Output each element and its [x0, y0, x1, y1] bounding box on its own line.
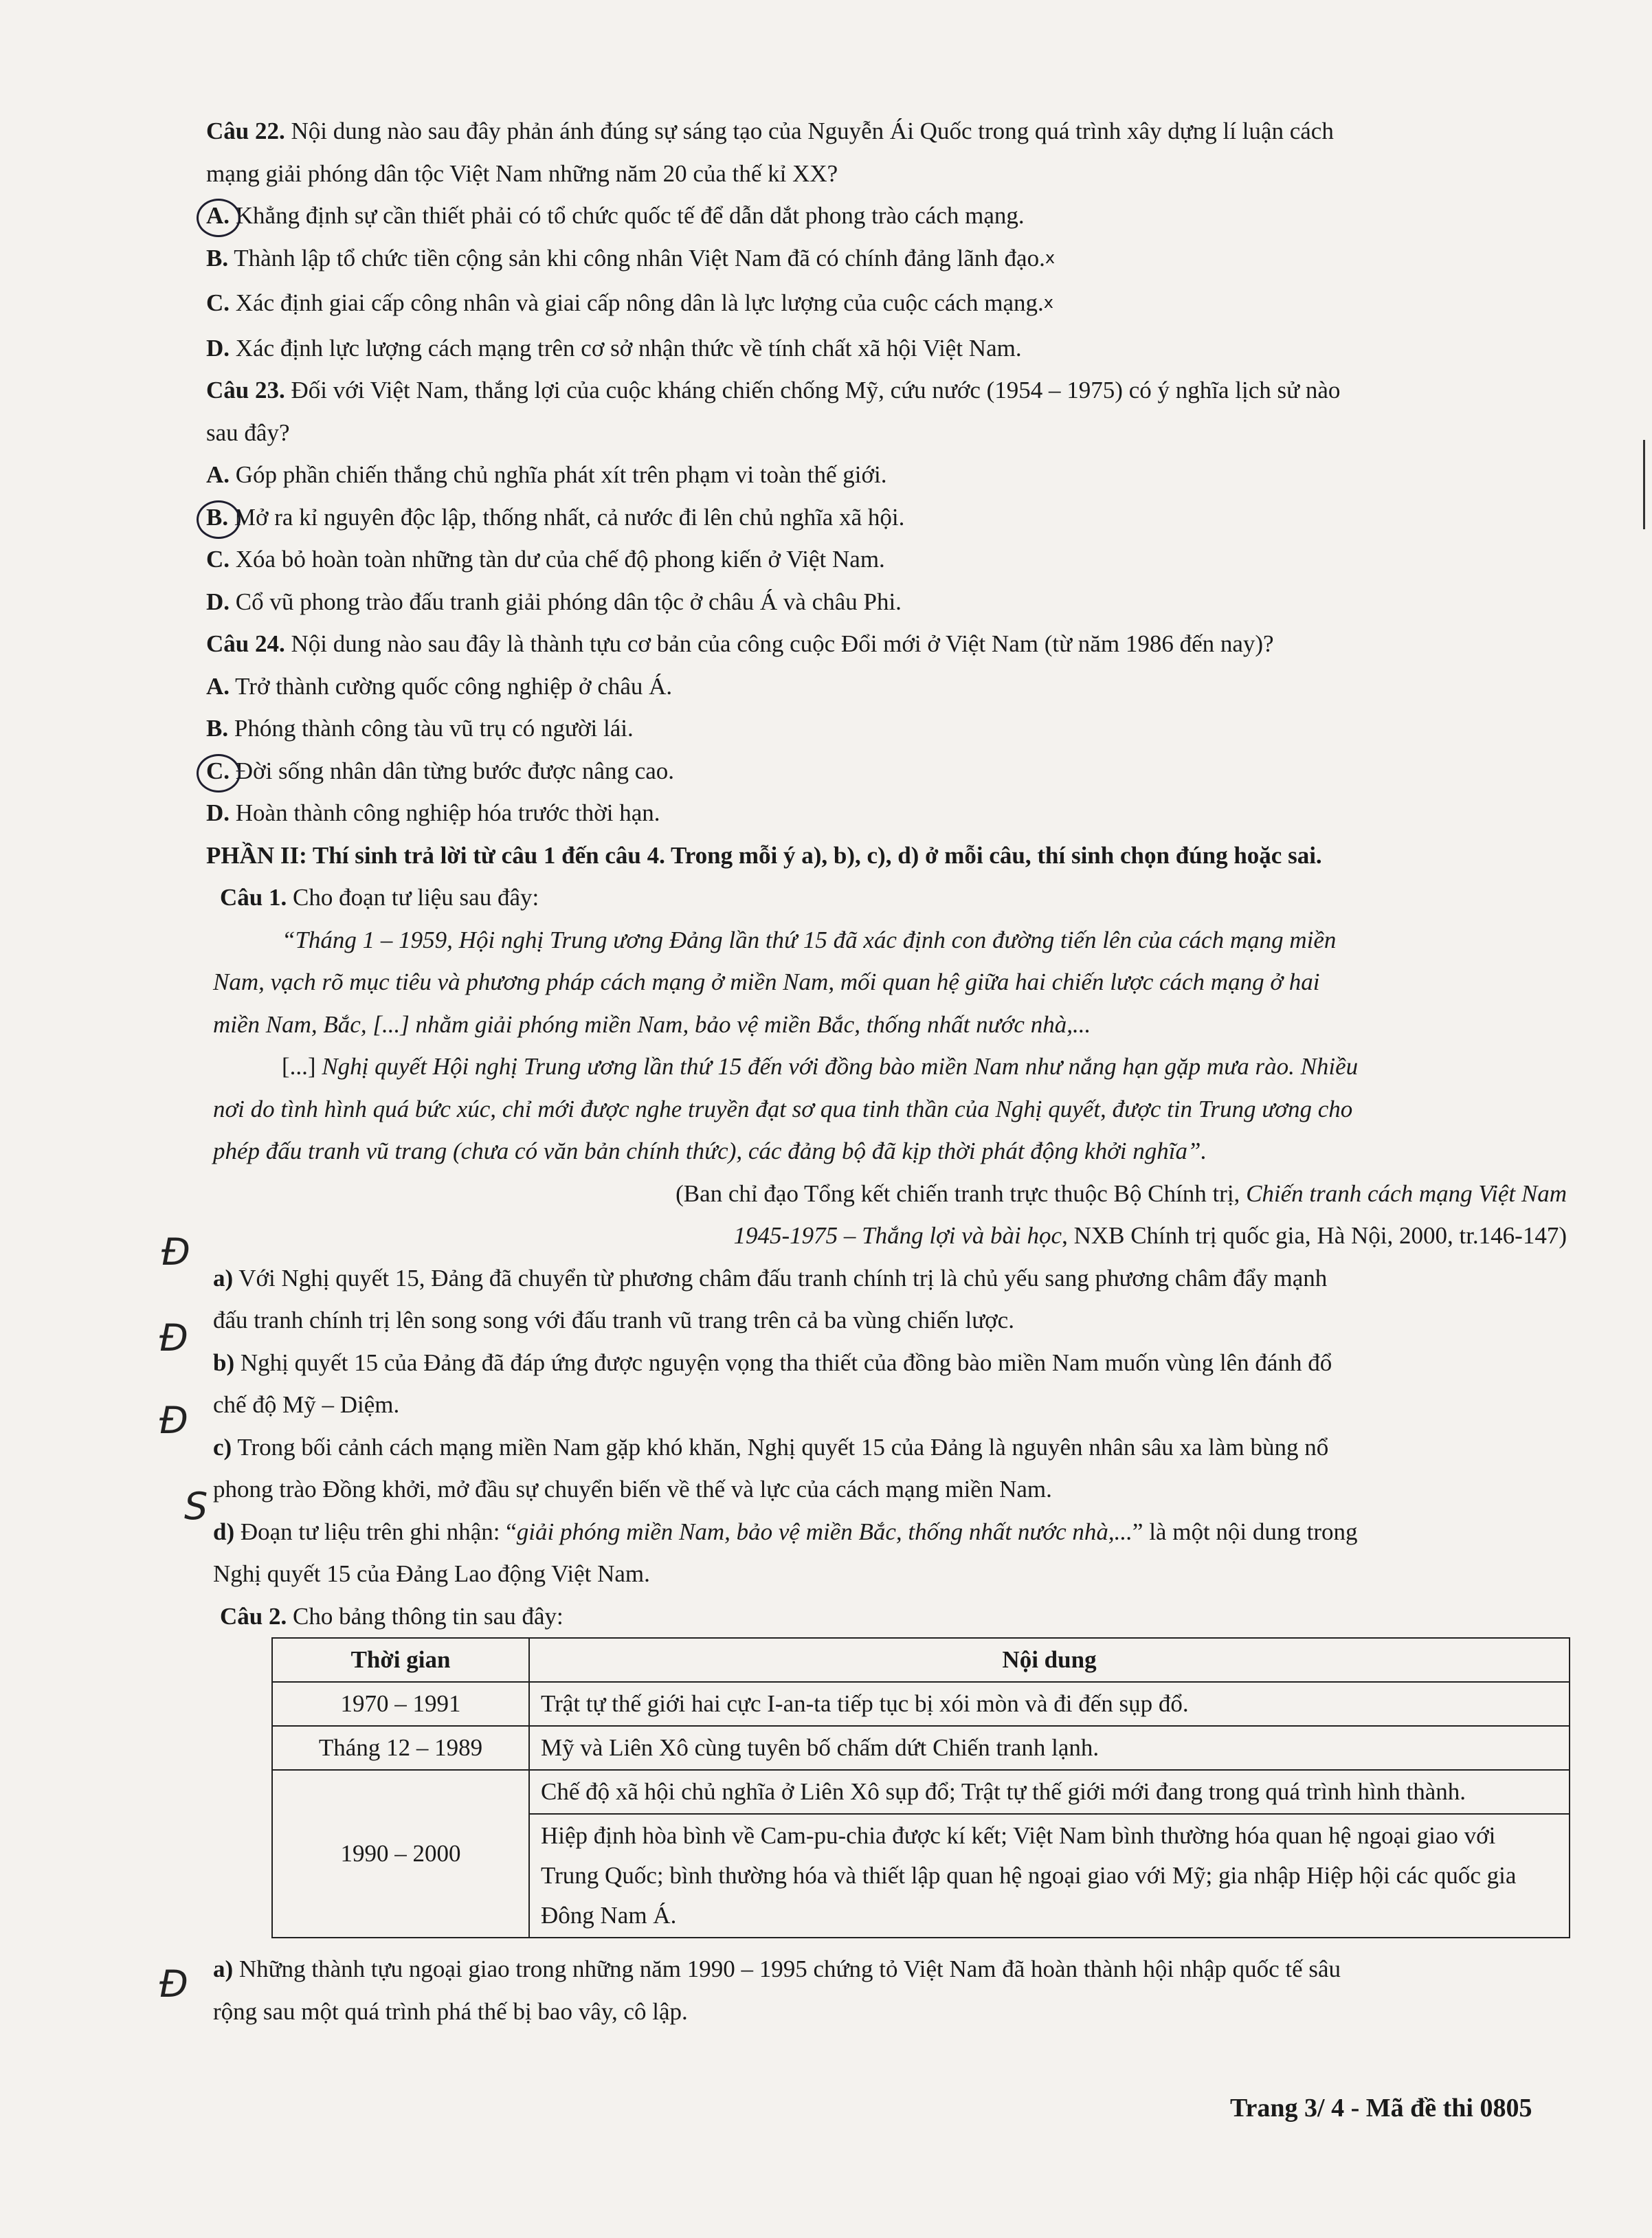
- answer-circle: [197, 199, 241, 237]
- handwritten-d-mark: Đ: [161, 1230, 190, 1274]
- c1-stem: Câu 1. Cho đoạn tư liệu sau đây:: [220, 884, 539, 911]
- table-cell-time: 1990 – 2000: [272, 1770, 529, 1938]
- q22-option-a: A. Khẳng định sự cần thiết phải có tổ chức quốc tế để dẫn dắt phong trào cách mạng.: [206, 195, 1574, 237]
- q22-stem-cont: mạng giải phóng dân tộc Việt Nam những năm 20 của thế kỉ XX?: [206, 159, 838, 187]
- q24-stem: Câu 24. Nội dung nào sau đây là thành tựu cơ bản của công cuộc Đổi mới ở Việt Nam (từ năm 1986 đến nay)?: [206, 630, 1274, 657]
- handwritten-d-mark: Đ: [159, 1316, 188, 1360]
- table-header: Thời gian: [272, 1638, 529, 1682]
- answer-circle: [197, 500, 241, 539]
- cross-mark: x: [1045, 247, 1056, 267]
- table-row: [272, 1682, 1570, 1726]
- table-cell-content: Chế độ xã hội chủ nghĩa ở Liên Xô sụp đổ; Trật tự thế giới mới đang trong quá trình hình thành.: [529, 1770, 1570, 1814]
- c2-item-a: a) Những thành tựu ngoại giao trong những năm 1990 – 1995 chứng tỏ Việt Nam đã hoàn thành hội nhập quốc tế sâu: [213, 1956, 1341, 1982]
- handwritten-s-mark: S: [184, 1485, 208, 1528]
- c1-quote-line: nơi do tình hình quá bức xúc, chỉ mới được nghe truyền đạt sơ qua tinh thần của Nghị quyết, được tin Trung ương cho: [213, 1095, 1353, 1122]
- q23-stem-cont: sau đây?: [206, 419, 290, 446]
- q23-option-d: D. Cổ vũ phong trào đấu tranh giải phóng dân tộc ở châu Á và châu Phi.: [206, 588, 902, 615]
- c1-item-a: a) Với Nghị quyết 15, Đảng đã chuyển từ phương châm đấu tranh chính trị là chủ yếu sang phương châm đẩy mạnh: [213, 1264, 1328, 1292]
- c1-item-a-cont: đấu tranh chính trị lên song song với đấu tranh vũ trang trên cả ba vùng chiến lược.: [213, 1307, 1014, 1333]
- c1-source: (Ban chỉ đạo Tổng kết chiến tranh trực thuộc Bộ Chính trị, Chiến tranh cách mạng Việt Nam: [676, 1179, 1567, 1207]
- table-cell-time: Tháng 12 – 1989: [272, 1726, 529, 1770]
- table-cell-content: Mỹ và Liên Xô cùng tuyên bố chấm dứt Chiến tranh lạnh.: [529, 1726, 1570, 1770]
- q22-option-c: C. Xác định giai cấp công nhân và giai cấp nông dân là lực lượng của cuộc cách mạng.x: [206, 289, 1053, 316]
- handwritten-d-mark: Đ: [159, 1962, 188, 2006]
- exam-page: [206, 110, 1574, 2032]
- c2-stem: Câu 2. Cho bảng thông tin sau đây:: [220, 1602, 563, 1630]
- c1-item-d-cont: Nghị quyết 15 của Đảng Lao động Việt Nam.: [213, 1560, 650, 1587]
- part2-heading: PHẦN II: Thí sinh trả lời từ câu 1 đến câu 4. Trong mỗi ý a), b), c), d) ở mỗi câu, thí sinh chọn đúng hoặc sai.: [206, 841, 1322, 869]
- c1-quote-line: “Tháng 1 – 1959, Hội nghị Trung ương Đảng lần thứ 15 đã xác định con đường tiến lên của cách mạng miền: [282, 926, 1337, 953]
- c1-item-b: b) Nghị quyết 15 của Đảng đã đáp ứng được nguyện vọng tha thiết của đồng bào miền Nam muốn vùng lên đánh đổ: [213, 1349, 1332, 1376]
- c1-quote-line: miền Nam, Bắc, [...] nhằm giải phóng miền Nam, bảo vệ miền Bắc, thống nhất nước nhà,...: [213, 1010, 1091, 1038]
- q22-stem: Câu 22. Nội dung nào sau đây phản ánh đúng sự sáng tạo của Nguyễn Ái Quốc trong quá trình xây dựng lí luận cách: [206, 118, 1334, 144]
- table-cell-content: Trật tự thế giới hai cực I-an-ta tiếp tục bị xói mòn và đi đến sụp đổ.: [529, 1682, 1570, 1726]
- q24-option-d: D. Hoàn thành công nghiệp hóa trước thời hạn.: [206, 799, 660, 826]
- c1-item-c-cont: phong trào Đồng khởi, mở đầu sự chuyển biến về thế và lực của cách mạng miền Nam.: [213, 1476, 1052, 1503]
- q23-option-c: C. Xóa bỏ hoàn toàn những tàn dư của chế độ phong kiến ở Việt Nam.: [206, 546, 885, 573]
- table-row: [272, 1726, 1570, 1770]
- c1-source-cont: 1945-1975 – Thắng lợi và bài học, NXB Chính trị quốc gia, Hà Nội, 2000, tr.146-147): [733, 1222, 1567, 1249]
- table-header-row: [272, 1638, 1570, 1682]
- q24-option-b: B. Phóng thành công tàu vũ trụ có người lái.: [206, 715, 634, 742]
- c2-item-a-cont: rộng sau một quá trình phá thế bị bao vây, cô lập.: [213, 1997, 688, 2025]
- q23-option-a: A. Góp phần chiến thắng chủ nghĩa phát xít trên phạm vi toàn thế giới.: [206, 461, 887, 488]
- c1-item-d: d) Đoạn tư liệu trên ghi nhận: “giải phóng miền Nam, bảo vệ miền Bắc, thống nhất nước nhà,...” là một nội dung trong: [213, 1518, 1358, 1545]
- q23-option-b: B. Mở ra kỉ nguyên độc lập, thống nhất, cả nước đi lên chủ nghĩa xã hội.: [206, 496, 1574, 539]
- q24-option-c: C. Đời sống nhân dân từng bước được nâng cao.: [206, 750, 1574, 793]
- c1-item-c: c) Trong bối cảnh cách mạng miền Nam gặp khó khăn, Nghị quyết 15 của Đảng là nguyên nhân sâu xa làm bùng nổ: [213, 1433, 1329, 1461]
- info-table: [271, 1637, 1570, 1938]
- q22-option-d: D. Xác định lực lượng cách mạng trên cơ sở nhận thức về tính chất xã hội Việt Nam.: [206, 334, 1022, 362]
- table-cell-time: 1970 – 1991: [272, 1682, 529, 1726]
- c1-quote-line: Nam, vạch rõ mục tiêu và phương pháp cách mạng ở miền Nam, mối quan hệ giữa hai chiến lược cách mạng ở hai: [213, 968, 1320, 995]
- table-row: [272, 1770, 1570, 1814]
- table-header: Nội dung: [529, 1638, 1570, 1682]
- cross-mark: x: [1043, 293, 1053, 312]
- answer-circle: [197, 754, 241, 793]
- q22-option-b: B. Thành lập tổ chức tiền cộng sản khi công nhân Việt Nam đã có chính đảng lãnh đạo.x: [206, 244, 1056, 272]
- margin-rule: [1643, 440, 1645, 529]
- c1-quote-line: phép đấu tranh vũ trang (chưa có văn bản chính thức), các đảng bộ đã kịp thời phát động khởi nghĩa”.: [213, 1138, 1207, 1164]
- handwritten-d-mark: Đ: [159, 1399, 188, 1442]
- c1-quote-line: [...] Nghị quyết Hội nghị Trung ương lần thứ 15 đến với đồng bào miền Nam như nắng hạn gặp mưa rào. Nhiều: [282, 1053, 1359, 1080]
- q24-option-a: A. Trở thành cường quốc công nghiệp ở châu Á.: [206, 672, 673, 700]
- c1-item-b-cont: chế độ Mỹ – Diệm.: [213, 1391, 400, 1418]
- table-cell-content: Hiệp định hòa bình về Cam-pu-chia được kí kết; Việt Nam bình thường hóa quan hệ ngoại giao với Trung Quốc; bình thường hóa và thiết lập quan hệ ngoại giao với Mỹ; gia nhập Hiệp hội các quốc gia Đông Nam Á.: [529, 1814, 1570, 1938]
- q23-stem: Câu 23. Đối với Việt Nam, thắng lợi của cuộc kháng chiến chống Mỹ, cứu nước (1954 – 1975) có ý nghĩa lịch sử nào: [206, 377, 1341, 403]
- page-footer: Trang 3/ 4 - Mã đề thi 0805: [1230, 2094, 1532, 2123]
